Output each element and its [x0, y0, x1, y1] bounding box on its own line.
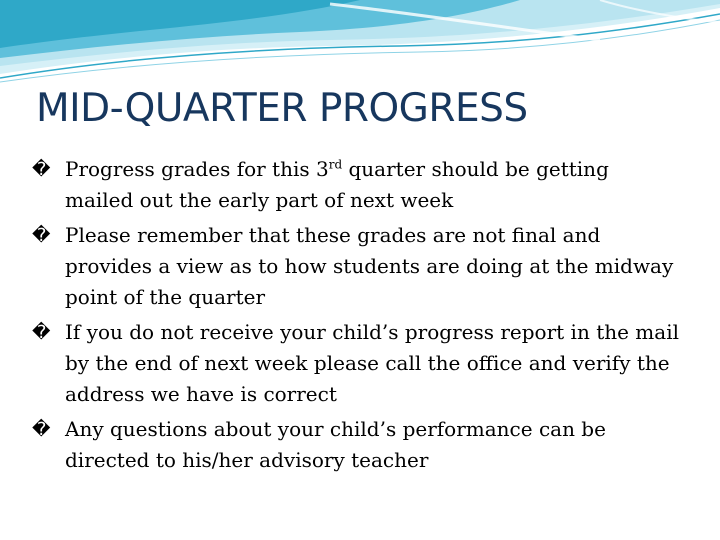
- slide-title: MID-QUARTER PROGRESS: [36, 86, 528, 131]
- bullet-glyph-icon: �: [32, 159, 51, 180]
- header-wave-decoration: [0, 0, 720, 90]
- bullet-glyph-icon: �: [32, 322, 51, 343]
- bullet-item-questions: [32, 414, 682, 476]
- bullet-text: If you do not receive your child’s progress report in the mail by the end of next week please call the office and verify the address we have is correct: [65, 320, 679, 406]
- bullet-text: Any questions about your child’s performance can be directed to his/her advisory teacher: [65, 417, 606, 472]
- bullet-item-not-final: [32, 220, 682, 313]
- bullet-text: Please remember that these grades are not final and provides a view as to how students are doing at the midway point of the quarter: [65, 223, 674, 309]
- bullet-glyph-icon: �: [32, 225, 51, 246]
- bullet-item-no-report: [32, 317, 682, 410]
- bullet-text-part: Progress grades for this 3: [65, 157, 329, 181]
- ordinal-suffix: rd: [328, 157, 343, 172]
- bullet-text-part: quarter should be getting mailed out the early part of next week: [65, 157, 609, 212]
- bullet-list: [32, 154, 682, 480]
- bullet-item-progress-grades: [32, 154, 682, 216]
- bullet-glyph-icon: �: [32, 419, 51, 440]
